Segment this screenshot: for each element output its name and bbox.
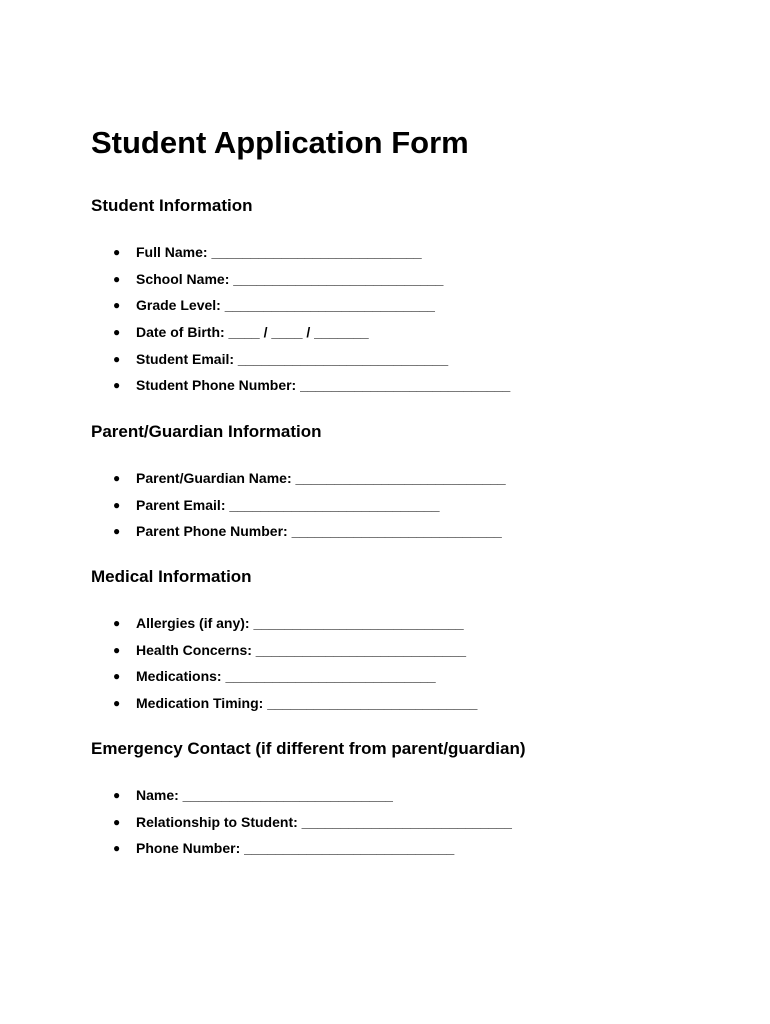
bullet-icon: ● bbox=[113, 524, 121, 539]
bullet-icon: ● bbox=[113, 616, 121, 630]
bullet-icon: ● bbox=[113, 788, 121, 802]
field-label: Parent Phone Number: ___________________________ bbox=[136, 523, 502, 540]
page-title: Student Application Form bbox=[91, 125, 469, 160]
bullet-icon: ● bbox=[113, 642, 121, 657]
section-heading-parent-guardian-information: Parent/Guardian Information bbox=[91, 422, 322, 441]
bullet-icon: ● bbox=[113, 325, 121, 340]
section-heading-emergency-contact: Emergency Contact (if different from parent/guardian) bbox=[91, 739, 526, 758]
bullet-icon: ● bbox=[113, 814, 121, 829]
field-label: Student Phone Number: ___________________________ bbox=[136, 377, 511, 394]
section-heading-medical-information: Medical Information bbox=[91, 567, 252, 586]
field-label: Medication Timing: ___________________________ bbox=[136, 695, 478, 712]
bullet-icon: ● bbox=[113, 841, 121, 856]
bullet-icon: ● bbox=[113, 245, 121, 259]
field-label: Medications: ___________________________ bbox=[136, 668, 436, 685]
bullet-icon: ● bbox=[113, 351, 121, 366]
bullet-icon: ● bbox=[113, 378, 121, 393]
field-label: Parent/Guardian Name: ___________________________ bbox=[136, 470, 506, 486]
field-label: Allergies (if any): ___________________________ bbox=[136, 615, 464, 631]
field-label: Phone Number: ___________________________ bbox=[136, 840, 455, 857]
bullet-icon: ● bbox=[113, 271, 121, 286]
field-label: Date of Birth: ____ / ____ / _______ bbox=[136, 324, 369, 341]
bullet-icon: ● bbox=[113, 669, 121, 684]
field-label: Student Email: ___________________________ bbox=[136, 350, 449, 367]
field-label: Full Name: ___________________________ bbox=[136, 244, 422, 260]
bullet-icon: ● bbox=[113, 696, 121, 711]
field-label: Relationship to Student: ___________________________ bbox=[136, 813, 512, 830]
bullet-icon: ● bbox=[113, 497, 121, 512]
field-label: Health Concerns: ___________________________ bbox=[136, 641, 467, 658]
field-label: School Name: ___________________________ bbox=[136, 270, 444, 287]
bullet-icon: ● bbox=[113, 471, 121, 485]
field-label: Grade Level: ___________________________ bbox=[136, 297, 435, 314]
field-label: Name: ___________________________ bbox=[136, 787, 393, 803]
bullet-icon: ● bbox=[113, 298, 121, 313]
field-label: Parent Email: ___________________________ bbox=[136, 496, 440, 513]
section-heading-student-information: Student Information bbox=[91, 196, 253, 215]
